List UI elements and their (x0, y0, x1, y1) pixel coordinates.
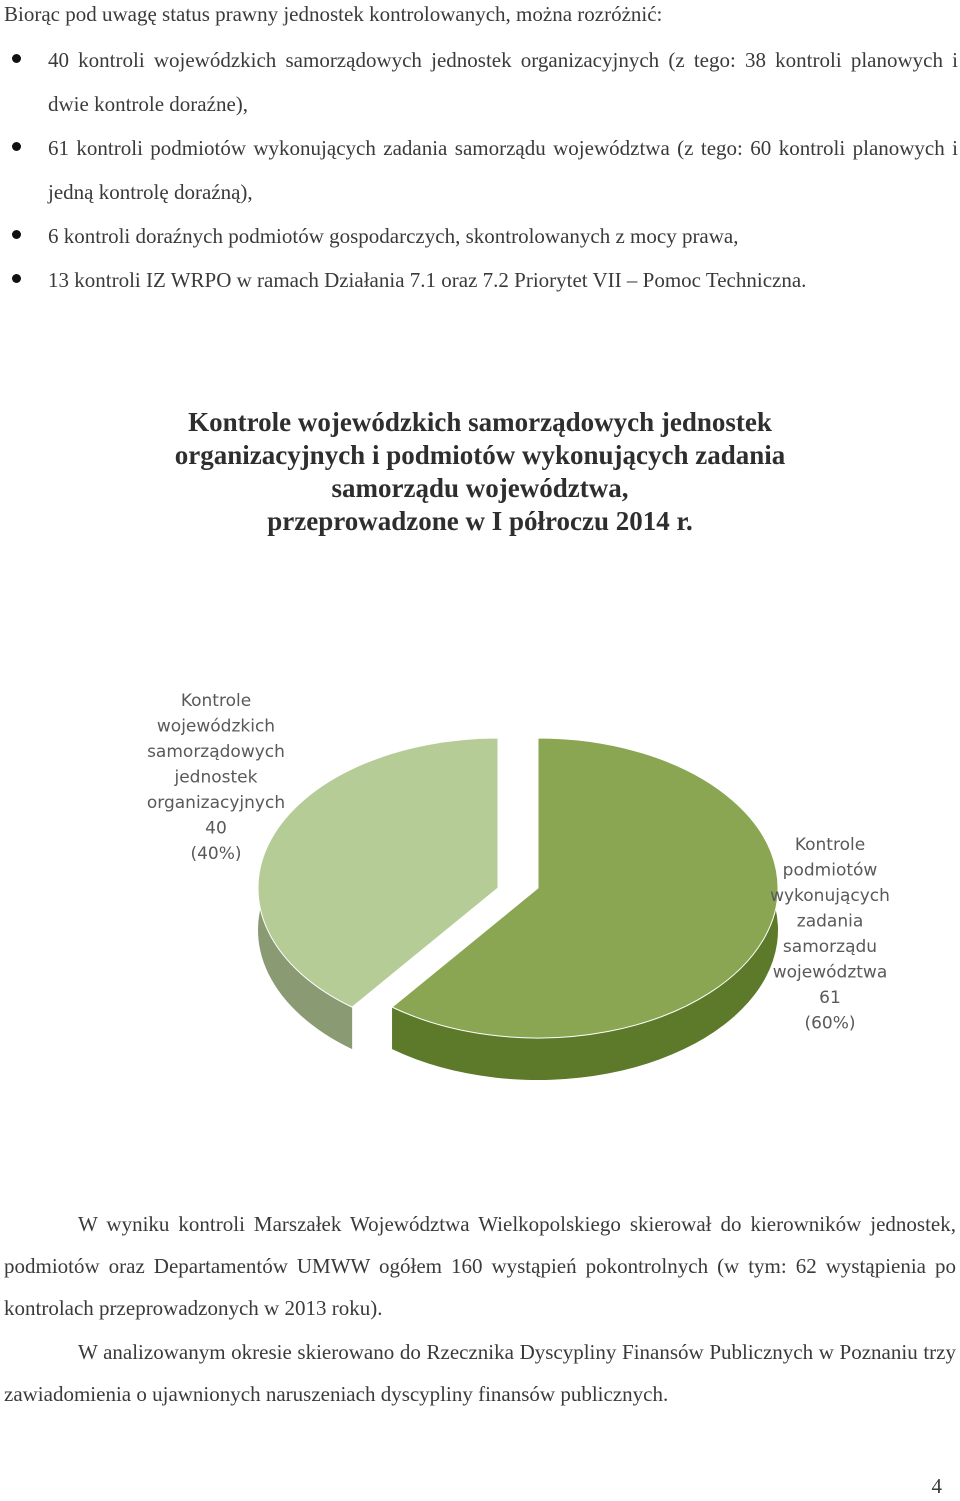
bullet-item: 61 kontroli podmiotów wykonujących zadania samorządu województwa (z tego: 60 kontroli planowych i jedną kontrolę doraźną), (0, 126, 958, 214)
bullet-dot-icon (12, 142, 21, 151)
status-bullet-list (0, 38, 958, 302)
bullet-dot-icon (12, 274, 21, 283)
chart-title-line: przeprowadzone w I półroczu 2014 r. (267, 506, 693, 536)
bullet-item: 13 kontroli IZ WRPO w ramach Działania 7.1 oraz 7.2 Priorytet VII – Pomoc Techniczna. (0, 258, 958, 302)
chart-title-line: organizacyjnych i podmiotów wykonujących zadania (174, 440, 786, 470)
bullet-dot-icon (12, 54, 21, 63)
chart-title (80, 406, 880, 538)
paragraph-notifications: W analizowanym okresie skierowano do Rzecznika Dyscypliny Finansów Publicznych w Poznaniu trzy zawiadomienia o ujawnionych naruszeniach dyscypliny finansów publicznych. (4, 1340, 956, 1406)
bullet-item: 40 kontroli wojewódzkich samorządowych jednostek organizacyjnych (z tego: 38 kontroli planowych i dwie kontrole doraźne), (0, 38, 958, 126)
pie-chart (0, 640, 960, 1080)
chart-title-line: Kontrole wojewódzkich samorządowych jednostek (188, 407, 772, 437)
chart-title-line: samorządu województwa, (331, 473, 629, 503)
pie-slice-label: Kontrole podmiotów wykonujących zadania samorządu województwa 61 (60%) (770, 835, 890, 1034)
paragraph-findings: W wyniku kontroli Marszałek Województwa Wielkopolskiego skierował do kierowników jednostek, podmiotów oraz Departamentów UMWW ogółem 160 wystąpień pokontrolnych (w tym: 62 wystąpienia po kontrolach przeprowadzonych w 2013 roku). (4, 1212, 956, 1320)
bullet-dot-icon (12, 230, 21, 239)
bullet-item: 6 kontroli doraźnych podmiotów gospodarczych, skontrolowanych z mocy prawa, (0, 214, 958, 258)
pie-chart-svg (0, 640, 960, 1080)
page-number: 4 (931, 1474, 942, 1498)
intro-text: Biorąc pod uwagę status prawny jednostek kontrolowanych, można rozróżnić: (4, 2, 663, 26)
pie-slice-label: Kontrole wojewódzkich samorządowych jednostek organizacyjnych 40 (40%) (146, 691, 286, 864)
